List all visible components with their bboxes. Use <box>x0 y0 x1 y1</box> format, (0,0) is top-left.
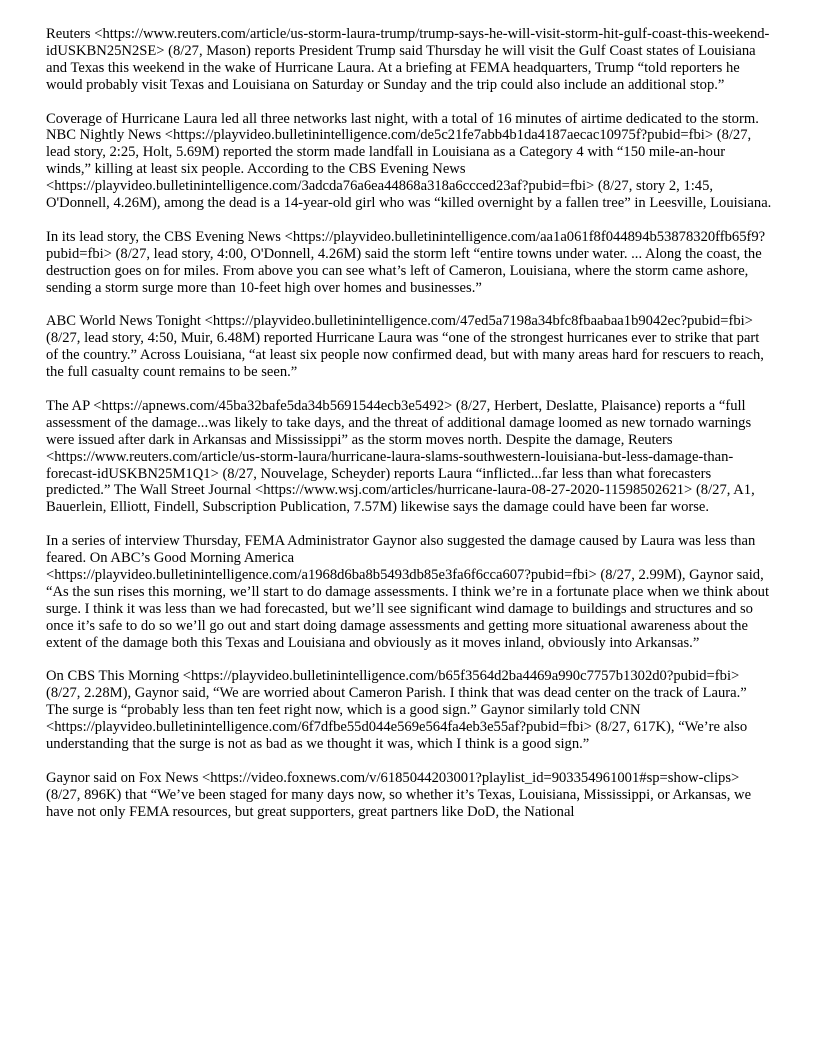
paragraph-trump-visit: Reuters <https://www.reuters.com/article/us-storm-laura-trump/trump-says-he-will-visit-storm-hit-gulf-coast-this-weekend-idUSKBN25N2SE> (8/27, Mason) reports President Trump said Thursday he will visit the Gulf Coast states of Louisiana and Texas this weekend in the wake of Hurricane Laura. At a briefing at FEMA headquarters, Trump “told reporters he would probably visit Texas and Louisiana on Saturday or Sunday and the trip could also include an additional stop.” <box>46 26 770 93</box>
paragraph-abc-world-news: ABC World News Tonight <https://playvideo.bulletinintelligence.com/47ed5a7198a34bfc8fbaabaa1b9042ec?pubid=fbi> (8/27, lead story, 4:50, Muir, 6.48M) reported Hurricane Laura was “one of the strongest hurricanes ever to strike that part of the country.” Across Louisiana, “at least six people now confirmed dead, but with many areas hard for rescuers to reach, the full casualty count remains to be seen.” <box>46 313 764 381</box>
paragraph-gaynor-gma: In a series of interview Thursday, FEMA Administrator Gaynor also suggested the damage caused by Laura was less than feared. On ABC’s Good Morning America <https://playvideo.bulletinintelligence.com/a1968d6ba8b5493db85e3fa6f6cca607?pubid=fbi> (8/27, 2.99M), Gaynor said, “As the sun rises this morning, we’ll start to do damage assessments. I think we’re in a fortunate place when we think about surge. I think it was less than we had forecasted, but we’ll see significant wind damage to buildings and structures and so once it’s safe to do so we’ll go out and start doing damage assessments and getting more situational awareness about the extent of the damage both this Texas and Louisiana and obviously as it moves inland, obviously into Arkansas.” <box>46 533 770 651</box>
paragraph-gaynor-cbs-cnn: On CBS This Morning <https://playvideo.bulletinintelligence.com/b65f3564d2ba4469a990c7757b1302d0?pubid=fbi> (8/27, 2.28M), Gaynor said, “We are worried about Cameron Parish. I think that was dead center on the track of Laura.” The surge is “probably less than ten feet right now, which is a good sign.” Gaynor similarly told CNN <https://playvideo.bulletinintelligence.com/6f7dfbe55d044e569e564fa4eb3e55af?pubid=fbi> (8/27, 617K), “We’re also understanding that the surge is not as bad as we thought it was, which I think is a good sign.” <box>46 668 748 752</box>
paragraph-network-coverage: Coverage of Hurricane Laura led all three networks last night, with a total of 16 minutes of airtime dedicated to the storm. NBC Nightly News <https://playvideo.bulletinintelligence.com/de5c21fe7abb4b1da4187aecac10975f?pubid=fbi> (8/27, lead story, 2:25, Holt, 5.69M) reported the storm made landfall in Louisiana as a Category 4 with “150 mile-an-hour winds,” killing at least six people. According to the CBS Evening News <https://playvideo.bulletinintelligence.com/3adcda76a6ea44868a318a6ccced23af?pubid=fbi> (8/27, story 2, 1:45, O'Donnell, 4.26M), among the dead is a 14-year-old girl who was “killed overnight by a fallen tree” in Leesville, Louisiana. <box>46 110 772 212</box>
paragraph-gaynor-fox: Gaynor said on Fox News <https://video.foxnews.com/v/6185044203001?playlist_id=903354961001#sp=show-clips> (8/27, 896K) that “We’ve been staged for many days now, so whether it’s Texas, Louisiana, Mississippi, or Arkansas, we have not only FEMA resources, but great supporters, great partners like DoD, the National <box>46 769 752 820</box>
document-page <box>46 26 772 837</box>
paragraph-cbs-lead-story: In its lead story, the CBS Evening News <https://playvideo.bulletinintelligence.com/aa1a061f8f044894b53878320ffb65f9?pubid=fbi> (8/27, lead story, 4:00, O'Donnell, 4.26M) said the storm left “entire towns under water. ... Along the coast, the destruction goes on for miles. From above you can see what’s left of Cameron, Louisiana, where the storm came ashore, sending a storm surge more than 10-feet high over homes and businesses.” <box>46 228 766 296</box>
paragraph-damage-assessment: The AP <https://apnews.com/45ba32bafe5da34b5691544ecb3e5492> (8/27, Herbert, Deslatte, Plaisance) reports a “full assessment of the damage...was likely to take days, and the threat of additional damage loomed as new tornado warnings were issued after dark in Arkansas and Mississippi” as the storm moves north. Despite the damage, Reuters <https://www.reuters.com/article/us-storm-laura/hurricane-laura-slams-southwestern-louisiana-but-less-damage-than-forecast-idUSKBN25M1Q1> (8/27, Nouvelage, Scheyder) reports Laura “inflicted...far less than what forecasters predicted.” The Wall Street Journal <https://www.wsj.com/articles/hurricane-laura-08-27-2020-11598502621> (8/27, A1, Bauerlein, Elliott, Findell, Subscription Publication, 7.57M) likewise says the damage could have been far worse. <box>46 397 755 516</box>
